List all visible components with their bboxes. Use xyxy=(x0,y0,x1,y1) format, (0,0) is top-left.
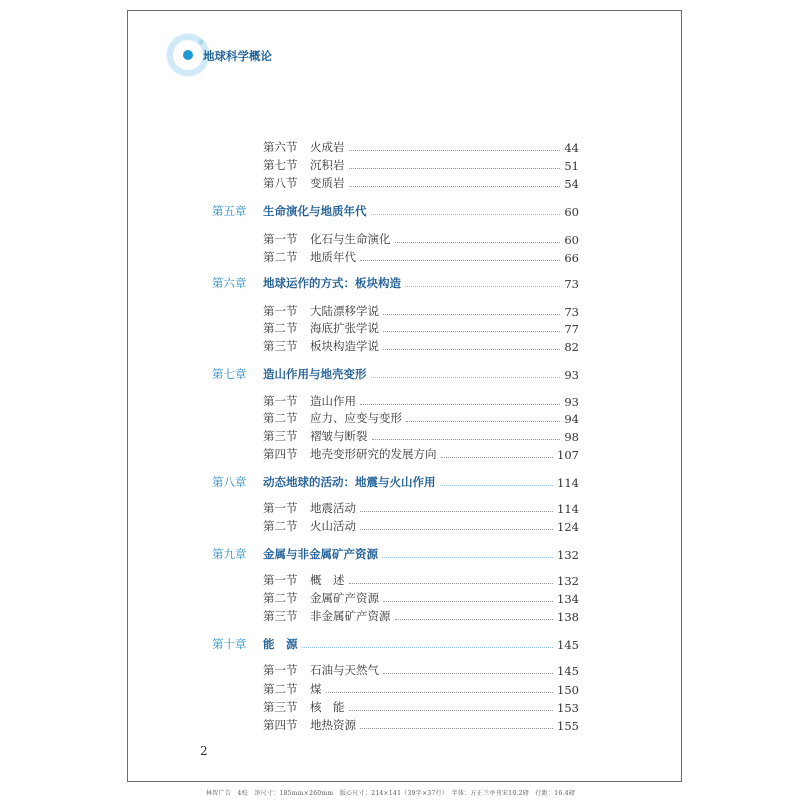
dot-leader xyxy=(383,349,560,350)
dot-leader xyxy=(360,511,553,512)
section-title: 地质年代 xyxy=(310,250,356,264)
dot-leader xyxy=(395,242,561,243)
dot-leader xyxy=(360,728,553,729)
chapter-title: 动态地球的活动：地震与火山作用 xyxy=(263,475,436,489)
chapter-number: 第七章 xyxy=(212,367,247,381)
section-number: 第一节 xyxy=(263,663,298,677)
dot-leader xyxy=(371,214,561,215)
toc-section-row[interactable] xyxy=(263,301,579,319)
section-title: 金属矿产资源 xyxy=(310,591,379,605)
toc-section-row[interactable] xyxy=(263,229,579,247)
toc-chapter-row[interactable] xyxy=(212,201,579,219)
section-title: 沉积岩 xyxy=(310,158,345,172)
section-number: 第四节 xyxy=(263,718,298,732)
chapter-number: 第十章 xyxy=(212,637,247,651)
section-number: 第六节 xyxy=(263,140,298,154)
toc-page-number: 73 xyxy=(564,305,579,319)
toc-section-row[interactable] xyxy=(263,137,579,155)
section-title: 变质岩 xyxy=(310,176,345,190)
toc-page-number: 134 xyxy=(557,592,579,606)
section-number: 第二节 xyxy=(263,519,298,533)
dot-leader xyxy=(371,377,561,378)
toc-page-number: 107 xyxy=(557,448,579,462)
section-number: 第二节 xyxy=(263,250,298,264)
toc-page-number: 51 xyxy=(564,159,579,173)
section-number: 第一节 xyxy=(263,394,298,408)
section-number: 第二节 xyxy=(263,321,298,335)
toc-page-number: 66 xyxy=(564,251,579,265)
dot-leader xyxy=(405,286,560,287)
section-title: 核 能 xyxy=(310,700,345,714)
toc-section-row[interactable] xyxy=(263,606,579,624)
section-title: 概 述 xyxy=(310,573,345,587)
section-number: 第三节 xyxy=(263,339,298,353)
toc-section-row[interactable] xyxy=(263,679,579,697)
toc-page-number: 145 xyxy=(557,638,579,652)
toc-page-number: 124 xyxy=(557,520,579,534)
section-title: 造山作用 xyxy=(310,394,356,408)
section-number: 第二节 xyxy=(263,682,298,696)
toc-section-row[interactable] xyxy=(263,247,579,265)
toc-section-row[interactable] xyxy=(263,408,579,426)
toc-section-row[interactable] xyxy=(263,588,579,606)
toc-chapter-row[interactable] xyxy=(212,472,579,490)
dot-leader xyxy=(349,150,561,151)
section-title: 应力、应变与变形 xyxy=(310,411,402,425)
toc-page-number: 94 xyxy=(564,412,579,426)
dot-leader xyxy=(372,439,561,440)
toc-section-row[interactable] xyxy=(263,570,579,588)
toc-section-row[interactable] xyxy=(263,697,579,715)
dot-leader xyxy=(383,331,560,332)
header-title: 地球科学概论 xyxy=(203,49,272,63)
toc-page-number: 44 xyxy=(564,141,579,155)
toc-section-row[interactable] xyxy=(263,426,579,444)
toc-chapter-row[interactable] xyxy=(212,273,579,291)
toc-page-number: 155 xyxy=(557,719,579,733)
toc-section-row[interactable] xyxy=(263,516,579,534)
chapter-number: 第六章 xyxy=(212,276,247,290)
toc-page-number: 150 xyxy=(557,683,579,697)
chapter-number: 第五章 xyxy=(212,204,247,218)
toc-page-number: 114 xyxy=(557,476,579,490)
dot-leader xyxy=(349,186,561,187)
toc-page-number: 93 xyxy=(564,395,579,409)
toc-page-number: 77 xyxy=(564,322,579,336)
section-number: 第七节 xyxy=(263,158,298,172)
section-number: 第二节 xyxy=(263,411,298,425)
section-number: 第四节 xyxy=(263,447,298,461)
toc-chapter-row[interactable] xyxy=(212,544,579,562)
dot-leader xyxy=(383,314,560,315)
toc-page-number: 60 xyxy=(564,205,579,219)
toc-page-number: 73 xyxy=(564,277,579,291)
section-number: 第三节 xyxy=(263,429,298,443)
toc-page-number: 60 xyxy=(564,233,579,247)
chapter-title: 生命演化与地质年代 xyxy=(263,204,367,218)
section-title: 海底扩张学说 xyxy=(310,321,379,335)
section-title: 板块构造学说 xyxy=(310,339,379,353)
toc-page-number: 145 xyxy=(557,664,579,678)
section-number: 第一节 xyxy=(263,232,298,246)
toc-page-number: 82 xyxy=(564,340,579,354)
toc-section-row[interactable] xyxy=(263,336,579,354)
toc-section-row[interactable] xyxy=(263,715,579,733)
toc-section-row[interactable] xyxy=(263,391,579,409)
dot-leader xyxy=(349,710,554,711)
dot-leader xyxy=(349,583,554,584)
toc-section-row[interactable] xyxy=(263,173,579,191)
section-title: 化石与生命演化 xyxy=(310,232,391,246)
toc-section-row[interactable] xyxy=(263,498,579,516)
dot-leader xyxy=(302,647,554,648)
toc-section-row[interactable] xyxy=(263,155,579,173)
section-title: 褶皱与断裂 xyxy=(310,429,368,443)
dot-leader xyxy=(360,529,553,530)
section-number: 第二节 xyxy=(263,591,298,605)
section-title: 大陆漂移学说 xyxy=(310,304,379,318)
section-number: 第三节 xyxy=(263,700,298,714)
section-title: 地壳变形研究的发展方向 xyxy=(310,447,437,461)
toc-page-number: 132 xyxy=(557,574,579,588)
toc-page-number: 138 xyxy=(557,610,579,624)
chapter-number: 第八章 xyxy=(212,475,247,489)
chapter-title: 地球运作的方式：板块构造 xyxy=(263,276,401,290)
section-title: 地震活动 xyxy=(310,501,356,515)
section-title: 火山活动 xyxy=(310,519,356,533)
section-title: 地热资源 xyxy=(310,718,356,732)
section-number: 第一节 xyxy=(263,304,298,318)
section-title: 火成岩 xyxy=(310,140,345,154)
print-spec-note: 林智广告 4校 净尺寸：185mm×260mm 版心尺寸：214×141（39字×37行） 字体：方正兰亭刊宋10.2磅 行距：16.4磅 xyxy=(206,790,576,797)
dot-leader xyxy=(441,457,554,458)
toc-chapter-row[interactable] xyxy=(212,364,579,382)
section-title: 煤 xyxy=(310,682,322,696)
section-title: 石油与天然气 xyxy=(310,663,379,677)
chapter-title: 能 源 xyxy=(263,637,298,651)
toc-page-number: 93 xyxy=(564,368,579,382)
toc-section-row[interactable] xyxy=(263,444,579,462)
chapter-title: 金属与非金属矿产资源 xyxy=(263,547,378,561)
toc-page-number: 54 xyxy=(564,177,579,191)
page-number: 2 xyxy=(200,744,208,758)
dot-leader xyxy=(395,619,554,620)
chapter-title: 造山作用与地壳变形 xyxy=(263,367,367,381)
dot-leader xyxy=(360,260,560,261)
section-number: 第三节 xyxy=(263,609,298,623)
section-number: 第一节 xyxy=(263,573,298,587)
section-title: 非金属矿产资源 xyxy=(310,609,391,623)
dot-leader xyxy=(326,692,554,693)
toc-section-row[interactable] xyxy=(263,660,579,678)
section-number: 第八节 xyxy=(263,176,298,190)
toc-chapter-row[interactable] xyxy=(212,634,579,652)
dot-leader xyxy=(406,421,560,422)
dot-leader xyxy=(382,557,553,558)
toc-page-number: 153 xyxy=(557,701,579,715)
chapter-number: 第九章 xyxy=(212,547,247,561)
dot-leader xyxy=(349,168,561,169)
dot-leader xyxy=(360,404,560,405)
dot-leader xyxy=(383,601,553,602)
toc-page-number: 132 xyxy=(557,548,579,562)
section-number: 第一节 xyxy=(263,501,298,515)
dot-leader xyxy=(383,673,553,674)
dot-leader xyxy=(440,485,554,486)
toc-page-number: 98 xyxy=(564,430,579,444)
toc-section-row[interactable] xyxy=(263,318,579,336)
toc-page-number: 114 xyxy=(557,502,579,516)
